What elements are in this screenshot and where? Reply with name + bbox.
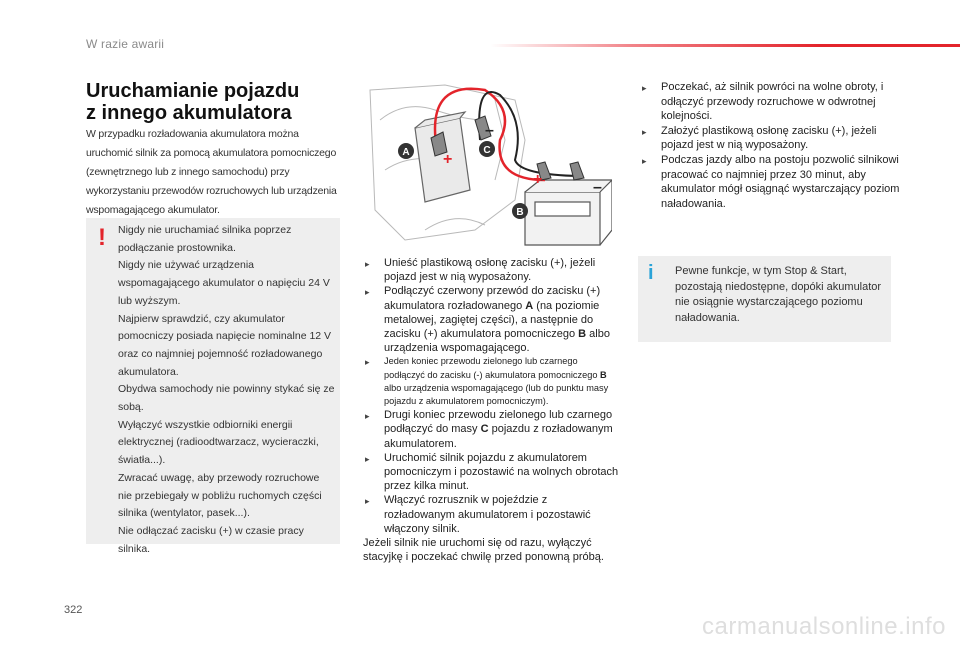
- intro-paragraph: W przypadku rozładowania akumulatora można uruchomić silnik za pomocą akumulatora pomocniczego (zewnętrznego lub z innego samochodu) przy wykorzystaniu przewodów rozruchowych lub urządzenia wspomagającego akumulator.: [86, 128, 337, 216]
- step-item: [363, 284, 619, 355]
- info-text: Pewne funkcje, w tym Stop & Start, pozostają niedostępne, dopóki akumulator nie osiągnie wystarczającego poziomu naładowania.: [675, 265, 882, 324]
- bullet-icon: ▸: [642, 126, 647, 137]
- warning-paragraph: Nie odłączać zacisku (+) w czasie pracy silnika.: [118, 524, 304, 555]
- step-bold-ref: B: [578, 328, 587, 341]
- step-item: [363, 355, 619, 408]
- label-c: C: [483, 145, 491, 156]
- minus-sign-c: –: [485, 122, 494, 139]
- step-text: Podczas jazdy albo na postoju pozwolić silnikowi pracować co najmniej przez 30 minut, aby akumulator mógł osiągnąć wystarczający poziom naładowania.: [661, 153, 900, 210]
- header-accent-bar: [490, 44, 960, 47]
- section-title: Uruchamianie pojazdu z innego akumulatora: [86, 80, 300, 124]
- step-bold-ref: C: [480, 423, 489, 436]
- warning-paragraph: Wyłączyć wszystkie odbiorniki energii elektrycznej (radioodtwarzacz, wycieraczki, światła...).: [118, 418, 319, 467]
- step-item: [363, 408, 619, 451]
- step-text: Podłączyć czerwony przewód do zacisku (+) akumulatora rozładowanego: [384, 285, 601, 312]
- bullet-icon: ▸: [365, 259, 370, 269]
- page-number: 322: [64, 604, 83, 616]
- step-item: [363, 451, 619, 494]
- bullet-icon: ▸: [365, 287, 370, 298]
- bullet-icon: ▸: [365, 411, 370, 422]
- step-bold-ref: B: [600, 369, 607, 380]
- step-bold-ref: A: [525, 299, 534, 312]
- step-text: Unieść plastikową osłonę zacisku (+), jeżeli pojazd jest w nią wyposażony.: [384, 257, 596, 284]
- step-text: Włączyć rozrusznik w pojeździe z rozładowanym akumulatorem i pozostawić włączony silnik.: [384, 494, 591, 535]
- jump-start-illustration: [365, 80, 612, 250]
- step-text: Drugi koniec przewodu zielonego lub czarnego podłączyć do masy: [384, 409, 613, 436]
- warning-paragraph: Nigdy nie używać urządzenia wspomagającego akumulator o napięciu 24 V lub wyższym.: [118, 259, 330, 307]
- warning-paragraph: Obydwa samochody nie powinny stykać się ze sobą.: [118, 383, 335, 414]
- step-text: albo urządzenia wspomagającego.: [384, 328, 610, 355]
- steps-list-right: [640, 80, 902, 211]
- minus-sign-b: –: [593, 179, 602, 196]
- step-text: Jeden koniec przewodu zielonego lub czarnego podłączyć do zacisku (-) akumulatora pomocniczego: [384, 356, 601, 380]
- warning-exclamation-icon: !: [98, 224, 106, 251]
- header-title: W razie awarii: [86, 37, 165, 51]
- steps-list-middle: [363, 256, 619, 564]
- step-text: Poczekać, aż silnik powróci na wolne obroty, i odłączyć przewody rozruchowe w odwrotnej kolejności.: [661, 81, 884, 123]
- step-text: Uruchomić silnik pojazdu z akumulatorem pomocniczym i pozostawić na wolnych obrotach przez kilka minut.: [384, 451, 619, 493]
- step-text: Założyć plastikową osłonę zacisku (+), jeżeli pojazd jest w nią wyposażony.: [661, 124, 877, 152]
- step-text: (na poziomie metalowej, zagiętej części), a następnie do zacisku (+) akumulatora pomocniczego: [384, 299, 600, 341]
- bullet-icon: ▸: [365, 357, 370, 368]
- step-item: [363, 493, 619, 536]
- warning-text: [118, 222, 336, 558]
- warning-paragraph: Zwracać uwagę, aby przewody rozruchowe nie przebiegały w pobliżu ruchomych części silnika (wentylator, pasek...).: [118, 471, 322, 520]
- black-cable: [479, 92, 580, 176]
- warning-paragraph: Najpierw sprawdzić, czy akumulator pomocniczy posiada napięcie nominalne 12 V oraz co najmniej pojemność rozładowanego akumulatora.: [118, 312, 332, 378]
- step-item: [640, 124, 902, 153]
- plus-sign-a: +: [443, 151, 453, 168]
- label-a: A: [402, 147, 410, 158]
- bullet-icon: ▸: [642, 83, 647, 93]
- bullet-icon: ▸: [365, 496, 370, 507]
- info-icon: i: [648, 262, 654, 284]
- step-item: [363, 256, 619, 284]
- warning-paragraph: Nigdy nie uruchamiać silnika poprzez podłączanie prostownika.: [118, 224, 292, 254]
- step-item: [640, 80, 902, 124]
- bullet-icon: ▸: [642, 155, 647, 166]
- label-b: B: [516, 207, 524, 218]
- step-note: Jeżeli silnik nie uruchomi się od razu, wyłączyć stacyjkę i poczekać chwilę przed ponowną próbą.: [363, 537, 604, 564]
- watermark: carmanualsonline.info: [702, 613, 946, 640]
- plus-sign-b: +: [533, 171, 543, 188]
- step-item: [640, 153, 902, 211]
- step-text: pojazdu z rozładowanym akumulatorem.: [384, 423, 613, 450]
- bullet-icon: ▸: [365, 453, 370, 464]
- step-text: albo urządzenia wspomagającego (lub do punktu masy pojazdu z akumulatorem pomocniczym).: [384, 382, 609, 407]
